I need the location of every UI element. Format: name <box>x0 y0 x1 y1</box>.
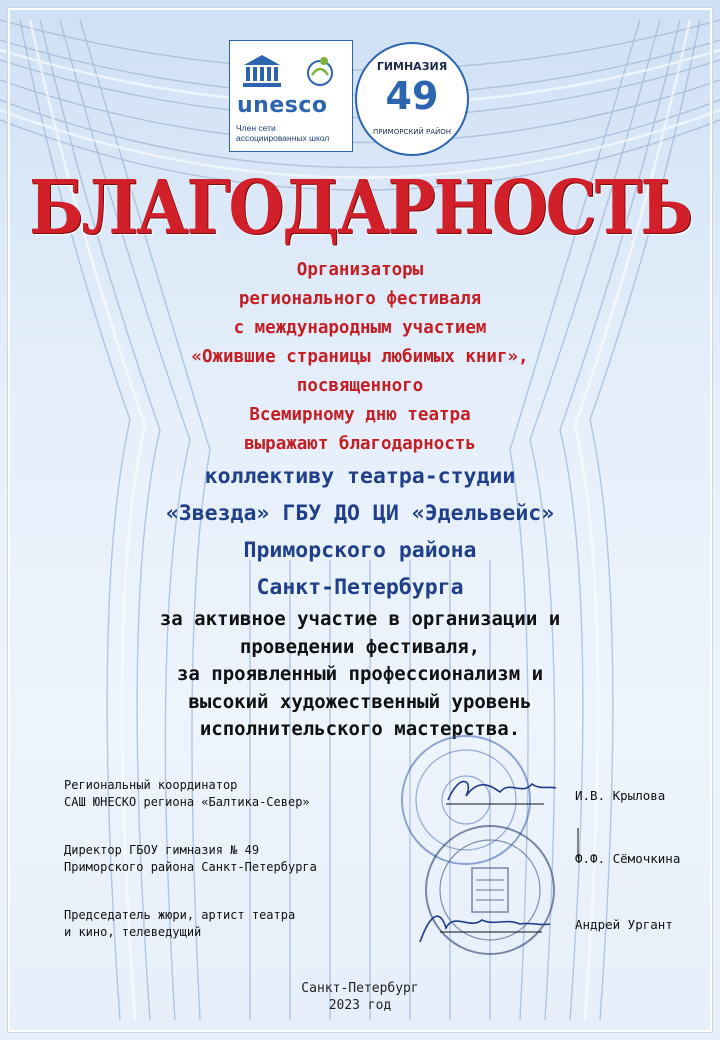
organizers-line: Всемирному дню театра <box>249 405 471 425</box>
gymnasium-number: 49 <box>385 74 439 118</box>
organizers-line: посвященного <box>296 376 424 396</box>
unesco-network-note <box>236 123 352 143</box>
reason-block <box>0 606 720 744</box>
signatory-title: Приморского района Санкт-Петербурга <box>64 860 317 874</box>
recipient-line: коллективу театра-студии <box>204 464 516 489</box>
reason-line: высокий художественный уровень <box>188 690 532 713</box>
signatory-name: Ф.Ф. Сёмочкина <box>575 851 681 866</box>
certificate-title: БЛАГОДАРНОСТЬ <box>28 165 692 252</box>
organizers-line: с международным участием <box>233 318 487 338</box>
signatory-name: Андрей Ургант <box>575 917 673 932</box>
signatory-row <box>64 907 664 941</box>
recipient-line: «Звезда» ГБУ ДО ЦИ «Эдельвейс» <box>165 501 555 526</box>
recipient-line: Санкт-Петербурга <box>256 575 464 600</box>
gymnasium-logo <box>355 42 469 156</box>
gymnasium-district: ПРИМОРСКИЙ РАЙОН <box>372 128 452 136</box>
logo-group <box>229 40 489 156</box>
signatory-title: и кино, телеведущий <box>64 925 202 939</box>
signatory-row <box>64 842 664 876</box>
organizers-line: «Ожившие страницы любимых книг», <box>191 347 529 367</box>
gymnasium-title: ГИМНАЗИЯ <box>376 60 448 73</box>
unesco-wordmark: unesco <box>237 93 328 118</box>
unesco-note-line: Член сети <box>236 123 276 133</box>
organizers-block <box>0 256 720 459</box>
signatory-title: Региональный координатор <box>64 778 238 792</box>
unesco-logo <box>229 40 353 152</box>
recipient-block <box>0 458 720 606</box>
reason-line: исполнительского мастерства. <box>199 718 521 740</box>
reason-line: за проявленный профессионализм и <box>176 663 544 685</box>
signatory-title: Директор ГБОУ гимназия № 49 <box>64 843 260 857</box>
organizers-line: Организаторы <box>296 260 424 280</box>
reason-line: проведении фестиваля, <box>239 635 481 658</box>
footer-city: Санкт-Петербург <box>301 981 419 996</box>
footer-place-date <box>0 980 720 1014</box>
recipient-line: Приморского района <box>243 538 477 563</box>
signatory-row <box>64 777 664 811</box>
signatory-name: И.В. Крылова <box>575 788 666 803</box>
unesco-note-line: ассоциированных школ <box>236 133 330 143</box>
reason-line: за активное участие в организации и <box>159 608 561 630</box>
footer-year: 2023 год <box>328 998 392 1013</box>
unesco-temple-icon <box>242 53 282 89</box>
signatory-title: САШ ЮНЕСКО региона «Балтика-Север» <box>64 795 310 809</box>
network-globe-icon <box>302 53 338 89</box>
signatory-title: Председатель жюри, артист театра <box>64 908 296 922</box>
organizers-line: выражают благодарность <box>244 434 476 454</box>
organizers-line: регионального фестиваля <box>238 289 482 309</box>
